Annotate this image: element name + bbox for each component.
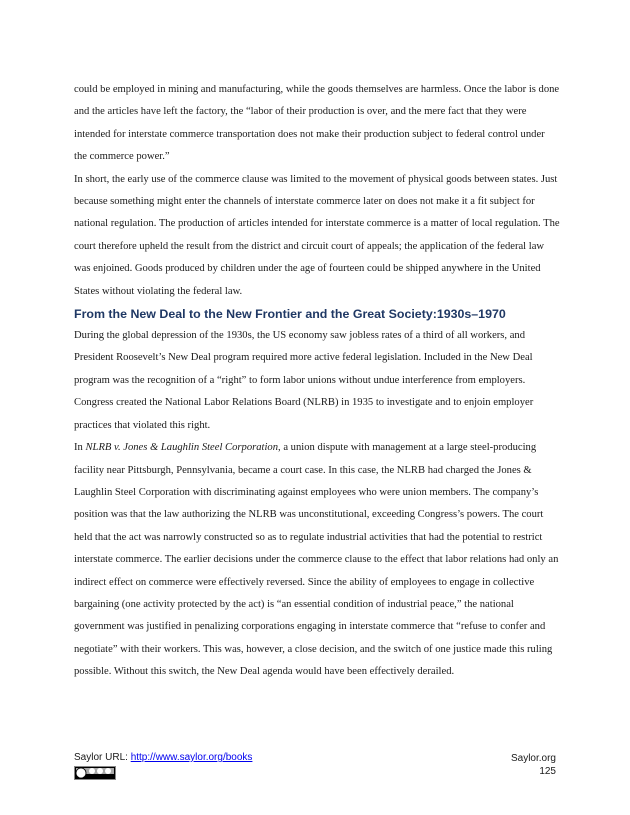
paragraph: could be employed in mining and manufacturing, while the goods themselves are harmless. Once the labor is done and the articles have left the factory, the “labor of their production is over, and the mere fact that they were intended for interstate commerce transportation does not make their production subject to federal control under the commerce power.” <box>74 84 560 163</box>
footer-source <box>74 752 252 763</box>
section-heading: From the New Deal to the New Frontier and the Great Society:1930s–1970 <box>74 307 506 322</box>
paragraph-prefix: In <box>74 442 86 454</box>
paragraph: In short, the early use of the commerce clause was limited to the movement of physical goods between states. Just because something might enter the channels of interstate commerce later on does not make it a fit subject for national regulation. The production of articles intended for interstate commerce is a matter of local regulation. The court therefore upheld the result from the district and circuit court of appeals; the application of the federal law was enjoined. Goods produced by children under the age of fourteen could be shipped anywhere in the United States without violating the federal law. <box>74 173 560 297</box>
license-badge-icon <box>75 767 115 779</box>
saylor-url-label: Saylor URL: <box>74 752 131 763</box>
paragraph: During the global depression of the 1930s, the US economy saw jobless rates of a third of all workers, and President Roosevelt’s New Deal program required more active federal legislation. Included in the New Deal program was the recognition of a “right” to form labor unions without undue interference from employers. Congress created the National Labor Relations Board (NLRB) in 1935 to investigate and to enjoin employer practices that violated this right. <box>74 330 534 431</box>
paragraph <box>74 437 560 683</box>
site-name: Saylor.org <box>510 753 556 764</box>
cc-by-nc-sa-icon <box>74 766 116 780</box>
page-number: 125 <box>539 766 556 777</box>
footer-right <box>511 752 556 778</box>
paragraph-text: , a union dispute with management at a large steel-producing facility near Pittsburgh, Pennsylvania, became a court case. In this case, the NLRB had charged the Jones & Laughlin Steel Corporation with discriminating against employees who were union members. The company’s position was that the law authorizing the NLRB was unconstitutional, exceeding Congress’s powers. The court held that the act was narrowly constructed so as to regulate industrial activities that had the potential to restrict interstate commerce. The earlier decisions under the commerce clause to the effect that labor relations had only an indirect effect on commerce were effectively reversed. Since the ability of employees to engage in collective bargaining (one activity protected by the act) is “an essential condition of industrial peace,” the national government was justified in penalizing corporations engaging in interstate commerce that “refuse to confer and negotiate” with their workers. This was, however, a close decision, and the switch of one justice made this ruling possible. Without this switch, the New Deal agenda would have been effectively derailed. <box>74 442 559 678</box>
case-name: NLRB v. Jones & Laughlin Steel Corporation <box>85 442 279 454</box>
saylor-url-link[interactable]: http://www.saylor.org/books <box>130 752 253 763</box>
page-body <box>74 79 560 684</box>
